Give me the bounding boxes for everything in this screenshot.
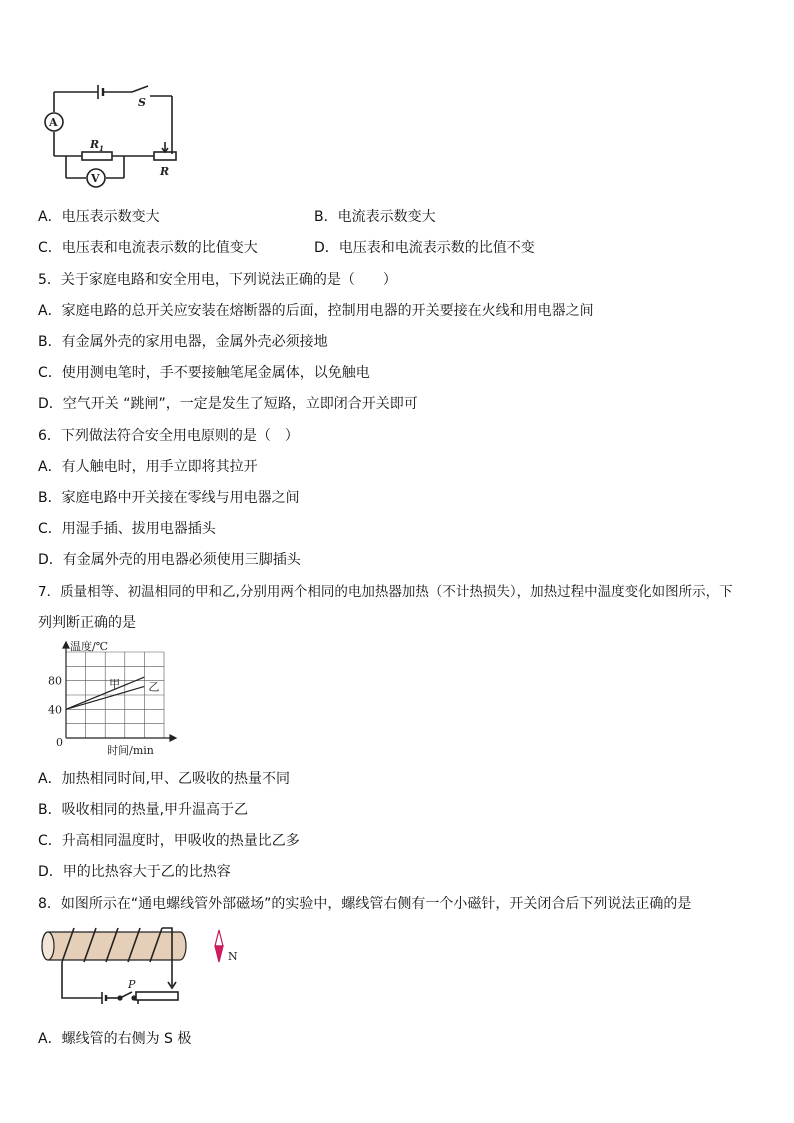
chart-series-label: 乙	[148, 680, 160, 694]
solenoid-figure	[38, 922, 248, 1014]
q7-option-d: D．甲的比热容大于乙的比热容	[38, 864, 231, 880]
chart-y-tick-label: 80	[48, 674, 62, 688]
r1-label: R	[90, 138, 100, 151]
ammeter-label: A	[49, 116, 58, 129]
chart-y-axis-label: 温度/℃	[70, 640, 109, 653]
q5-stem: 5．关于家庭电路和安全用电，下列说法正确的是（ ）	[38, 272, 397, 288]
q4-option-b: B．电流表示数变大	[314, 209, 436, 225]
chart-x-axis-label: 时间/min	[107, 744, 154, 757]
needle-n-label: N	[228, 950, 238, 963]
voltmeter-label: V	[91, 172, 100, 185]
chart-y-arrow	[63, 642, 69, 648]
chart-series-label: 甲	[109, 677, 121, 691]
q6-stem: 6．下列做法符合安全用电原则的是（ ）	[38, 428, 299, 444]
q7-stem-line2: 列判断正确的是	[38, 615, 136, 631]
q5-option-a: A．家庭电路的总开关应安装在熔断器的后面，控制用电器的开关要接在火线和用电器之间	[38, 303, 594, 319]
chart-x-arrow	[170, 735, 176, 741]
q6-option-b: B．家庭电路中开关接在零线与用电器之间	[38, 490, 300, 506]
q7-option-c: C．升高相同温度时，甲吸收的热量比乙多	[38, 833, 300, 849]
q8-stem: 8．如图所示在“通电螺线管外部磁场”的实验中，螺线管右侧有一个小磁针，开关闭合后下列说法正确的是	[38, 896, 692, 912]
switch-label: S	[138, 96, 146, 109]
q7-option-b: B．吸收相同的热量,甲升温高于乙	[38, 802, 249, 818]
q5-option-b: B．有金属外壳的家用电器，金属外壳必须接地	[38, 334, 328, 350]
q8-option-a: A．螺线管的右侧为 S 极	[38, 1031, 192, 1047]
q7-option-a: A．加热相同时间,甲、乙吸收的热量不同	[38, 771, 291, 787]
temperature-chart	[40, 638, 190, 760]
q6-option-d: D．有金属外壳的用电器必须使用三脚插头	[38, 552, 301, 568]
q4-option-d: D．电压表和电流表示数的比值不变	[314, 240, 535, 256]
q6-option-c: C．用湿手插、拔用电器插头	[38, 521, 216, 537]
r1-subscript: 1	[99, 144, 104, 153]
q4-option-a: A．电压表示数变大	[38, 209, 160, 225]
circuit-figure	[40, 82, 190, 190]
q5-option-d: D．空气开关 “跳闸”，一定是发生了短路，立即闭合开关即可	[38, 396, 418, 412]
q4-option-c: C．电压表和电流表示数的比值变大	[38, 240, 258, 256]
rheostat-label: R	[160, 165, 170, 178]
chart-origin-label: 0	[56, 736, 63, 749]
q7-stem-line1: 7．质量相等、初温相同的甲和乙,分别用两个相同的电加热器加热（不计热损失），加热过程中温度变化如图所示，下	[38, 584, 733, 600]
q6-option-a: A．有人触电时，用手立即将其拉开	[38, 459, 258, 475]
slider-p-label: P	[128, 978, 136, 991]
q5-option-c: C．使用测电笔时，手不要接触笔尾金属体，以免触电	[38, 365, 370, 381]
chart-y-tick-label: 40	[48, 703, 62, 717]
